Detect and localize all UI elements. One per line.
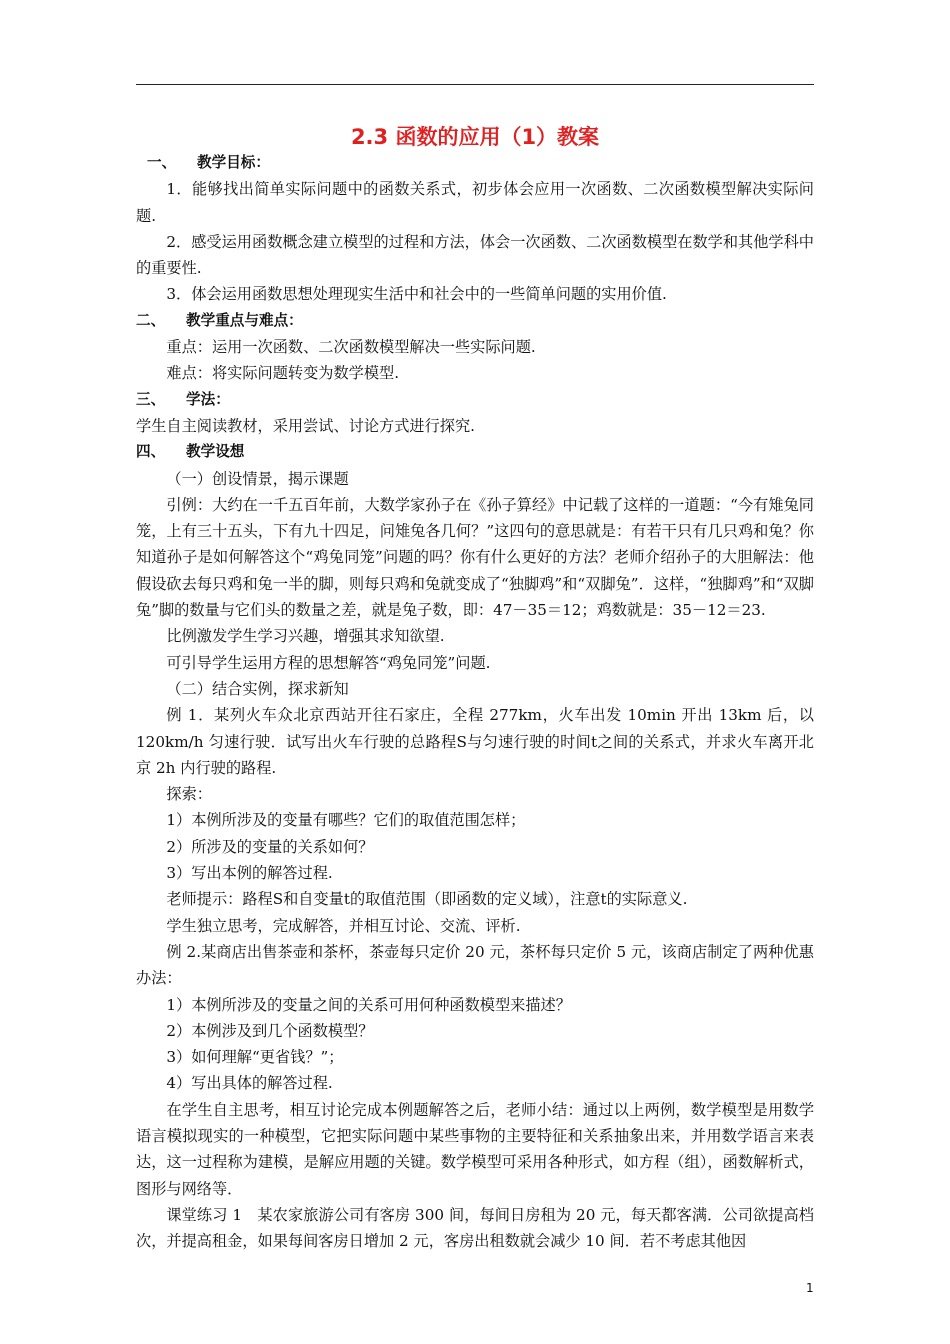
section-label: 学法： bbox=[186, 390, 230, 408]
section-label: 教学重点与难点： bbox=[186, 311, 303, 329]
section-number: 三、 bbox=[136, 390, 166, 408]
intro-paragraph: 可引导学生运用方程的思想解答“鸡兔同笼”问题. bbox=[166, 653, 491, 672]
example-2-question: 1）本例所涉及的变量之间的关系可用何种函数模型来描述？ bbox=[166, 995, 571, 1014]
section-heading-design bbox=[136, 439, 814, 465]
example-2-question: 3）如何理解“更省钱？”； bbox=[166, 1048, 344, 1067]
goal-item: 1．能够找出简单实际问题中的函数关系式，初步体会应用一次函数、二次函数模型解决实际问题. bbox=[136, 180, 814, 225]
student-work: 学生独立思考，完成解答，并相互讨论、交流、评析. bbox=[166, 916, 521, 935]
method-text: 学生自主阅读教材，采用尝试、讨论方式进行探究. bbox=[136, 416, 475, 435]
intro-paragraph: 比例激发学生学习兴趣，增强其求知欲望. bbox=[166, 627, 445, 646]
difficulty-point: 难点：将实际问题转变为数学模型. bbox=[166, 364, 400, 383]
section-heading-goals bbox=[136, 150, 814, 176]
example-2-question: 4）写出具体的解答过程. bbox=[166, 1074, 333, 1093]
key-point: 重点：运用一次函数、二次函数模型解决一些实际问题. bbox=[166, 338, 536, 357]
explore-item: 1）本例所涉及的变量有哪些？它们的取值范围怎样； bbox=[166, 811, 526, 830]
section-heading-key-points bbox=[136, 308, 814, 334]
example-2-question: 2）本例涉及到几个函数模型？ bbox=[166, 1021, 374, 1040]
section-heading-method bbox=[136, 387, 814, 413]
section-label: 教学目标： bbox=[197, 154, 270, 171]
header-rule bbox=[136, 84, 814, 85]
section-number: 二、 bbox=[136, 311, 166, 329]
document-body bbox=[136, 150, 814, 1254]
exercise-1: 课堂练习 1 某农家旅游公司有客房 300 间，每间日房租为 20 元，每天都客满．公司欲提高档次，并提高租金，如果每间客房日增加 2 元，客房出租数就会减少 10 间．若不考虑其他因 bbox=[136, 1205, 814, 1251]
goal-item: 3．体会运用函数思想处理现实生活中和社会中的一些简单问题的实用价值. bbox=[166, 285, 667, 304]
example-1: 例 1．某列火车众北京西站开往石家庄，全程 277km，火车出发 10min 开出 13km 后，以120km/h 匀速行驶．试写出火车行驶的总路程S与匀速行驶的时间t之间的关系式，并求火车离开北京 2h 内行驶的路程. bbox=[136, 706, 814, 777]
intro-example: 引例：大约在一千五百年前，大数学家孙子在《孙子算经》中记载了这样的一道题：“今有雉兔同笼，上有三十五头，下有九十四足，问雉兔各几何？”这四句的意思就是：有若干只有几只鸡和兔？你知道孙子是如何解答这个“鸡兔同笼”问题的吗？你有什么更好的方法？老师介绍孙子的大胆解法：他假设砍去每只鸡和兔一半的脚，则每只鸡和兔就变成了“独脚鸡”和“双脚兔”．这样，“独脚鸡”和“双脚兔”脚的数量与它们头的数量之差，就是兔子数，即：47－35＝12；鸡数就是：35－12＝23. bbox=[136, 495, 814, 620]
subsection-title: （二）结合实例，探求新知 bbox=[166, 679, 349, 698]
subsection-title: （一）创设情景，揭示课题 bbox=[166, 469, 349, 488]
section-number: 一、 bbox=[147, 154, 177, 171]
example-2: 例 2.某商店出售茶壶和茶杯，茶壶每只定价 20 元，茶杯每只定价 5 元，该商店制定了两种优惠办法： bbox=[136, 942, 814, 988]
page-title: 2.3 函数的应用（1）教案 bbox=[350, 125, 600, 149]
section-label: 教学设想 bbox=[186, 443, 245, 461]
teacher-summary: 在学生自主思考，相互讨论完成本例题解答之后，老师小结：通过以上两例，数学模型是用数学语言模拟现实的一种模型，它把实际问题中某些事物的主要特征和关系抽象出来，并用数学语言来表达，这一过程称为建模，是解应用题的关键。数学模型可采用各种形式，如方程（组），函数解析式，图形与网络等． bbox=[136, 1100, 814, 1198]
explore-label: 探索： bbox=[166, 785, 212, 804]
section-number: 四、 bbox=[136, 443, 166, 461]
page-number: 1 bbox=[806, 1281, 814, 1295]
goal-item: 2．感受运用函数概念建立模型的过程和方法，体会一次函数、二次函数模型在数学和其他学科中的重要性. bbox=[136, 232, 814, 278]
explore-item: 3）写出本例的解答过程. bbox=[166, 864, 333, 883]
explore-item: 2）所涉及的变量的关系如何？ bbox=[166, 837, 374, 856]
teacher-hint: 老师提示：路程S和自变量t的取值范围（即函数的定义域），注意t的实际意义. bbox=[166, 890, 688, 909]
